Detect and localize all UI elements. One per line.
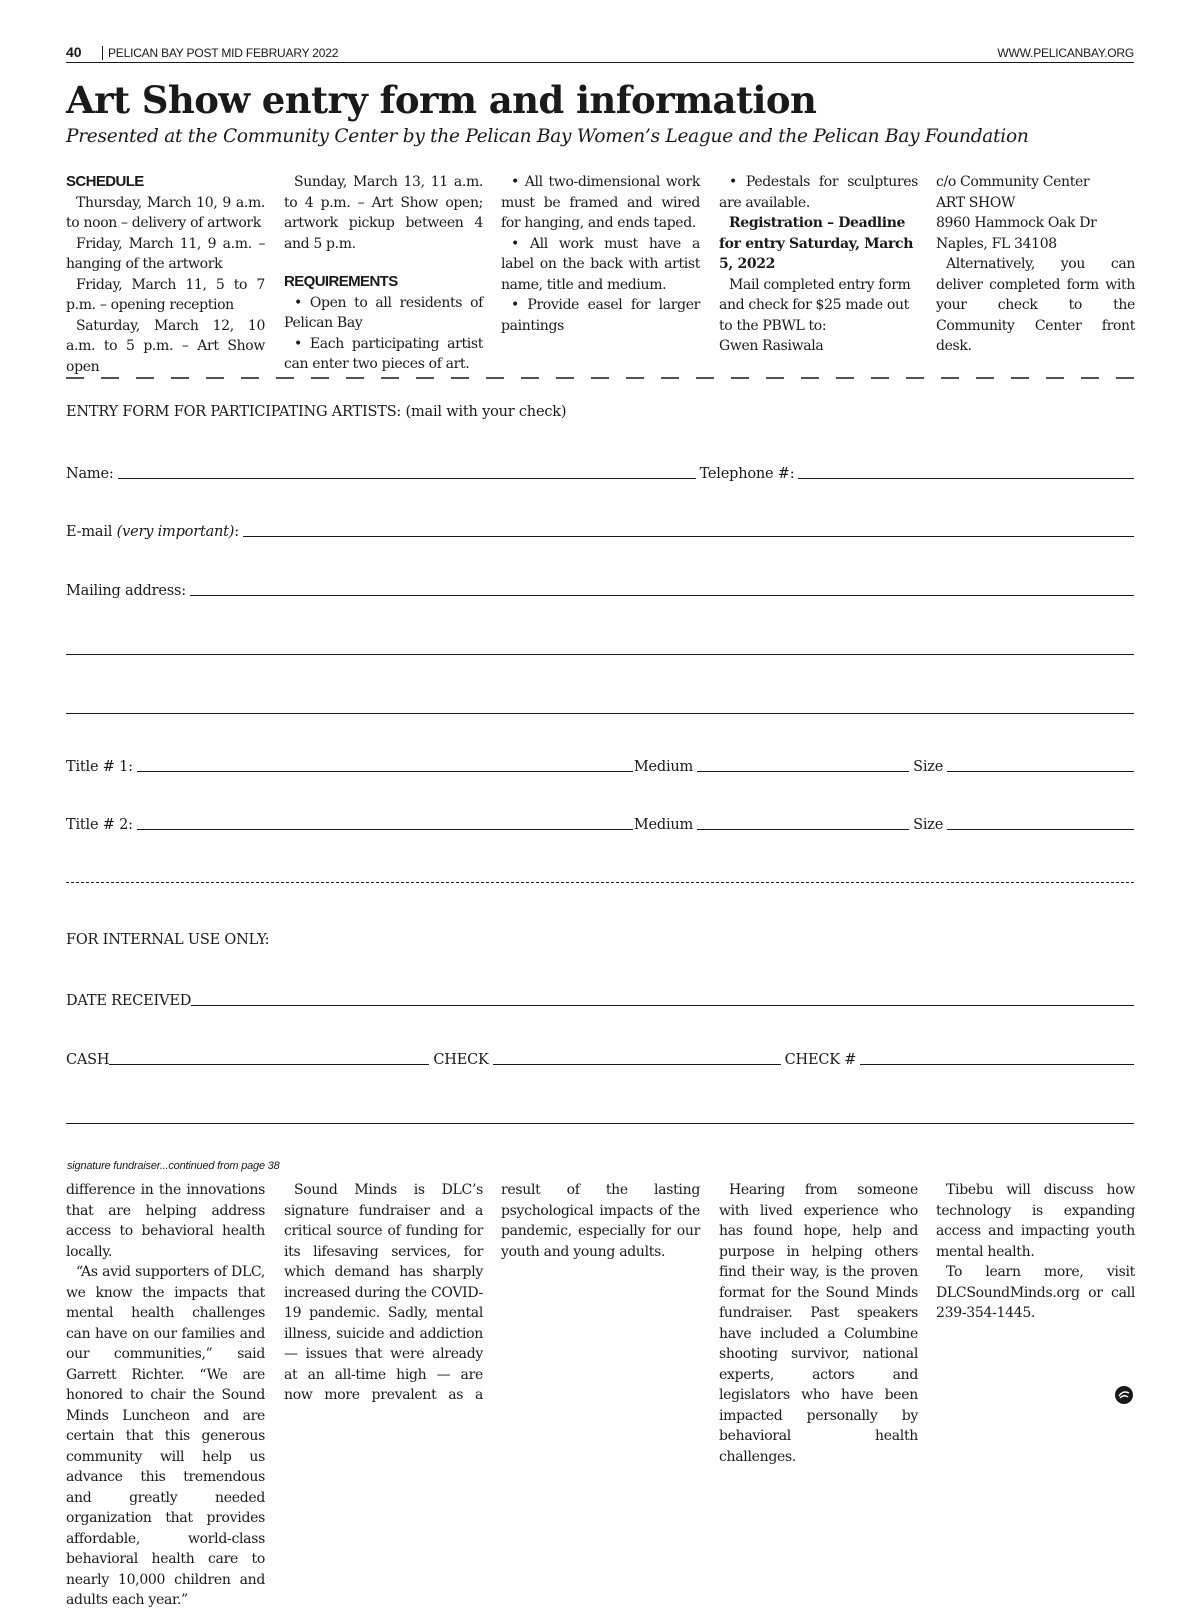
- mailing-address-label: Mailing address:: [66, 583, 186, 599]
- requirement-item: • Open to all residents of Pelican Bay: [284, 294, 483, 331]
- size1-label: Size: [913, 759, 944, 775]
- page-title: Art Show entry form and information: [66, 78, 817, 122]
- info-column-4: [719, 172, 918, 357]
- requirement-item: • Provide easel for larger paintings: [501, 297, 700, 334]
- cut-line: [66, 372, 1134, 384]
- address-line: ART SHOW: [936, 194, 1016, 211]
- date-received-field[interactable]: [191, 1005, 1134, 1006]
- email-row: [66, 520, 1134, 540]
- requirement-item: • All work must have a label on the back with artist name, title and medium.: [501, 235, 700, 293]
- article-column-1: [66, 1180, 265, 1611]
- payment-row: [66, 1048, 1134, 1068]
- medium1-label: Medium: [633, 759, 694, 775]
- date-received-label: DATE RECEIVED: [66, 993, 192, 1009]
- article-paragraph: Sound Minds is DLC’s signature fundraiser and a critical source of funding for its lifesaving services, for which demand has sharply increased during the COVID-19 pandemic. Sadly, mental illness, suicide and addiction — issues that were already at an all-time high — are now more prevalent as a result of the lasting psychological impacts of the pandemic, especially for our youth and young adults.: [284, 1182, 700, 1403]
- email-label: E-mail (very important):: [66, 524, 239, 540]
- article-paragraph: “As avid supporters of DLC, we know the impacts that mental health challenges can have on our families and our communities,” said Garrett Richter. “We are honored to chair the Sound Minds Luncheon and are certain that this generous community will help us advance this tremendous and greatly needed organization that provides affordable, world-class behavioral health care to nearly 10,000 children and adults each year.”: [66, 1264, 265, 1608]
- article-paragraph: Tibebu will discuss how technology is expanding access and impacting youth mental health.: [936, 1182, 1135, 1260]
- name-label: Name:: [66, 466, 114, 482]
- requirements-heading: REQUIREMENTS: [284, 273, 398, 290]
- info-column-1: [66, 172, 265, 377]
- mail-instructions: Mail completed entry form and check for $25 made out to the PBWL to:: [719, 276, 911, 334]
- telephone-label: Telephone #:: [699, 466, 795, 482]
- requirement-item: • Pedestals for sculptures are available.: [719, 174, 918, 211]
- publication-name: PELICAN BAY POST MID FEBRUARY 2022: [102, 46, 338, 60]
- entry-form-heading: ENTRY FORM FOR PARTICIPATING ARTISTS: (mail with your check): [66, 404, 567, 420]
- alternative-delivery: Alternatively, you can deliver completed form with your check to the Community Center front desk.: [936, 256, 1135, 354]
- requirement-item: • Each participating artist can enter two pieces of art.: [284, 335, 483, 372]
- size2-field[interactable]: [947, 829, 1134, 830]
- size2-label: Size: [913, 817, 944, 833]
- cash-label: CASH: [66, 1052, 110, 1068]
- section-divider: [66, 1123, 1134, 1124]
- internal-use-heading: FOR INTERNAL USE ONLY:: [66, 932, 270, 948]
- check-number-label: CHECK #: [784, 1052, 857, 1068]
- name-row: [66, 462, 1134, 482]
- address-line: Naples, FL 34108: [936, 235, 1057, 252]
- page-header: [66, 44, 1134, 63]
- check-number-field[interactable]: [860, 1064, 1134, 1065]
- page-subtitle: Presented at the Community Center by the Pelican Bay Women’s League and the Pelican Bay Foundation: [66, 126, 1029, 147]
- schedule-item: Thursday, March 10, 9 a.m. to noon – delivery of artwork: [66, 194, 265, 231]
- schedule-item: Friday, March 11, 9 a.m. – hanging of the artwork: [66, 235, 265, 272]
- check-label: CHECK: [433, 1052, 489, 1068]
- end-mark-icon: [1114, 1385, 1134, 1405]
- title2-label: Title # 2:: [66, 817, 133, 833]
- medium2-field[interactable]: [697, 829, 909, 830]
- article-column-5: [936, 1180, 1135, 1324]
- cash-field[interactable]: [109, 1064, 429, 1065]
- schedule-item: Saturday, March 12, 10 a.m. to 5 p.m. – Art Show open: [66, 317, 265, 375]
- check-field[interactable]: [493, 1064, 781, 1065]
- title2-row: [66, 813, 1134, 833]
- title2-field[interactable]: [137, 829, 633, 830]
- size1-field[interactable]: [947, 771, 1134, 772]
- article-column-4: [719, 1180, 918, 1467]
- title1-label: Title # 1:: [66, 759, 133, 775]
- mailing-address-field[interactable]: [190, 595, 1134, 596]
- telephone-field[interactable]: [798, 478, 1134, 479]
- continued-note: signature fundraiser...continued from page 38: [67, 1160, 280, 1172]
- article-paragraph: Hearing from someone with lived experience who has found hope, help and purpose in helping others find their way, is the proven format for the Sound Minds fundraiser. Past speakers have included a Columbine shooting survivor, national experts, actors and legislators who have been impacted personally by behavioral health challenges.: [719, 1182, 918, 1465]
- name-field[interactable]: [118, 478, 696, 479]
- website-link[interactable]: WWW.PELICANBAY.ORG: [997, 46, 1134, 60]
- info-column-2: [284, 172, 483, 375]
- mailing-address-line-3[interactable]: [66, 713, 1134, 714]
- title1-row: [66, 755, 1134, 775]
- medium2-label: Medium: [633, 817, 694, 833]
- mailing-address-line-2[interactable]: [66, 654, 1134, 655]
- address-line: 8960 Hammock Oak Dr: [936, 215, 1097, 231]
- schedule-heading: SCHEDULE: [66, 173, 144, 190]
- mailing-address-row: [66, 579, 1134, 599]
- title1-field[interactable]: [137, 771, 633, 772]
- article-paragraph: difference in the innovations that are helping address access to behavioral health locally.: [66, 1182, 265, 1260]
- info-column-3: [501, 172, 700, 336]
- schedule-item: Friday, March 11, 5 to 7 p.m. – opening reception: [66, 276, 265, 313]
- page-number: 40: [66, 44, 82, 60]
- email-field[interactable]: [243, 536, 1134, 537]
- info-column-5: [936, 172, 1135, 357]
- date-received-row: [66, 989, 1134, 1009]
- medium1-field[interactable]: [697, 771, 909, 772]
- article-columns-2-3: [284, 1180, 700, 1406]
- article-paragraph: To learn more, visit DLCSoundMinds.org or call 239-354-1445.: [936, 1264, 1135, 1321]
- schedule-item: Sunday, March 13, 11 a.m. to 4 p.m. – Art Show open; artwork pickup between 4 and 5 p.m.: [284, 174, 483, 252]
- address-line: c/o Community Center: [936, 174, 1090, 190]
- address-line: Gwen Rasiwala: [719, 338, 824, 354]
- dotted-separator: [66, 882, 1134, 883]
- registration-deadline: Registration – Deadline for entry Saturday, March 5, 2022: [719, 215, 914, 272]
- requirement-item: • All two-dimensional work must be framed and wired for hanging, and ends taped.: [501, 174, 700, 231]
